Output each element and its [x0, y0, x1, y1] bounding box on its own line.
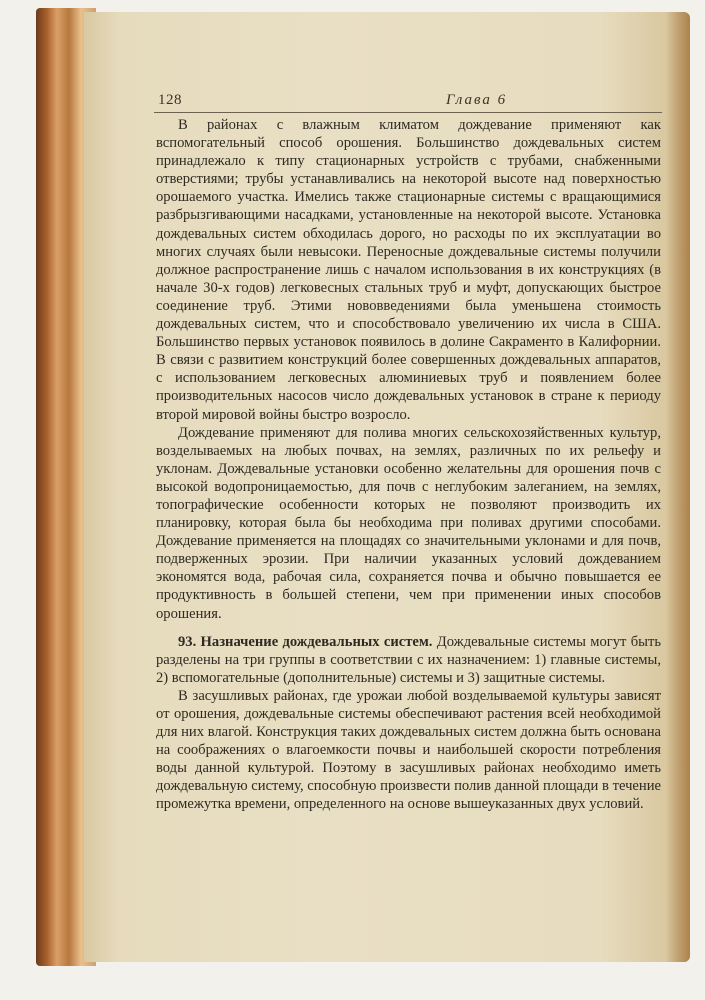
paragraph-2: Дождевание применяют для полива многих сельскохозяйственных культур, возделываемых на любых почвах, на землях, различных по их рельефу и уклонам. Дождевальные установки особенно желательны для орошения почв с высокой водопроницаемостью, для почв с неглубоким залеганием, на землях, топографические особенности которых не позволяют производить их планировку, которая была бы необходима при поливах другими способами. Дождевание применяется на площадях со значительными уклонами и для почв, подверженных эрозии. При наличии указанных условий дождеванием экономятся вода, рабочая сила, сохраняется почва и обычно повышается ее продуктивность в большей степени, чем при применении иных способов орошения.	[156, 424, 661, 622]
paragraph-1: В районах с влажным климатом дождевание применяют как вспомогательный способ орошения. Большинство дождевальных систем принадлежало к типу стационарных устройств с трубами, снабженными отверстиями; трубы устанавливались на некоторой высоте над поверхностью орошаемого участка. Имелись также стационарные системы с вращающимися разбрызгивающими насадками, установленные на некоторой высоте. Установка дождевальных систем обходилась дорого, но расходы по их эксплуатации во многих случаях были невысоки. Переносные дождевальные системы получили должное распространение лишь с началом использования в их конструкциях (в начале 30-х годов) легковесных стальных труб и муфт, допускающих быстрое соединение труб. Этими нововведениями была уменьшена стоимость дождевальных систем, что и способствовало увеличению их числа в США. Большинство первых установок появилось в долине Сакраменто в Калифорнии. В связи с развитием конструкций более совершенных дождевальных аппаратов, с использованием легковесных алюминиевых труб и появлением более производительных насосов число дождевальных установок в стране к периоду второй мировой войны быстро возросло.	[156, 117, 661, 423]
section-93-paragraph	[156, 633, 661, 687]
section-title: 93. Назначение дождевальных систем.	[178, 633, 433, 650]
page-number: 128	[158, 92, 182, 108]
paragraph-4: В засушливых районах, где урожаи любой возделываемой культуры зависят от орошения, дождевальные системы обеспечивают растения всей необходимой для них влагой. Конструкция таких дождевальных систем должна быть основана на соображениях о влагоемкости почвы и наибольшей скорости потребления воды данной культурой. Поэтому в засушливых районах необходимо иметь дождевальную систему, способную произвести полив данной площади в течение промежутка времени, определенного на основе вышеуказанных двух условий.	[156, 687, 661, 813]
body-text	[156, 116, 661, 814]
book-page	[84, 12, 690, 962]
page-gutter-shadow	[666, 12, 690, 962]
header-rule	[154, 112, 662, 113]
section-text: Дождевальные системы могут быть разделены на три группы в соответствии с их назначением: 1) главные системы, 2) вспомогательные (дополнительные) системы и 3) защитные системы.	[156, 633, 661, 686]
chapter-title: Глава 6	[446, 92, 508, 108]
running-header	[156, 86, 676, 110]
